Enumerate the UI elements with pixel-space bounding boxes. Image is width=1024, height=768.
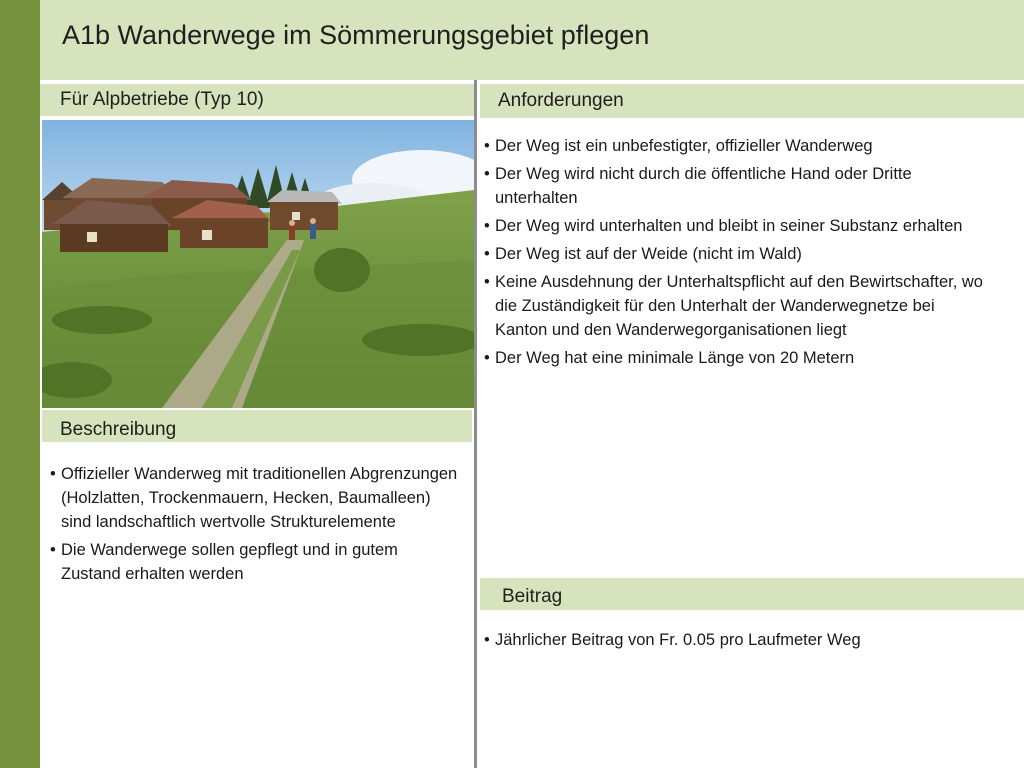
requirement-item: • Keine Ausdehnung der Unterhaltspflicht auf den Bewirtschafter, wo die Zuständigkeit für den Unterhalt der Wanderwegnetze bei Kanton und den Wanderwegorganisationen liegt	[484, 270, 984, 342]
alpine-hiking-path-photo	[42, 120, 474, 408]
target-group-band	[40, 84, 474, 116]
column-divider	[474, 80, 477, 768]
description-heading: Beschreibung	[60, 419, 177, 440]
requirement-item: • Der Weg ist ein unbefestigter, offizieller Wanderweg	[484, 134, 984, 158]
requirement-item: • Der Weg hat eine minimale Länge von 20 Metern	[484, 346, 984, 370]
contribution-item: • Jährlicher Beitrag von Fr. 0.05 pro Laufmeter Weg	[484, 628, 984, 652]
description-item: • Die Wanderwege sollen gepflegt und in gutem Zustand erhalten werden	[50, 538, 460, 586]
requirement-item: • Der Weg wird nicht durch die öffentliche Hand oder Dritte unterhalten	[484, 162, 984, 210]
target-group-heading: Für Alpbetriebe (Typ 10)	[60, 89, 264, 110]
requirement-item: • Der Weg ist auf der Weide (nicht im Wald)	[484, 242, 984, 266]
description-list	[50, 462, 460, 590]
description-item: • Offizieller Wanderweg mit traditionellen Abgrenzungen (Holzlatten, Trockenmauern, Hecken, Baumalleen) sind landschaftlich wertvolle Strukturelemente	[50, 462, 460, 534]
description-band	[42, 410, 472, 442]
left-accent-bar	[0, 0, 40, 768]
requirements-band	[480, 84, 1024, 118]
requirements-heading: Anforderungen	[498, 90, 624, 111]
requirements-list	[484, 134, 984, 374]
contribution-heading: Beitrag	[502, 586, 563, 607]
slide-header	[40, 0, 1024, 80]
contribution-band	[480, 578, 1024, 610]
contribution-list	[484, 628, 984, 656]
slide-title: A1b Wanderwege im Sömmerungsgebiet pflegen	[62, 20, 650, 50]
requirement-item: • Der Weg wird unterhalten und bleibt in seiner Substanz erhalten	[484, 214, 984, 238]
